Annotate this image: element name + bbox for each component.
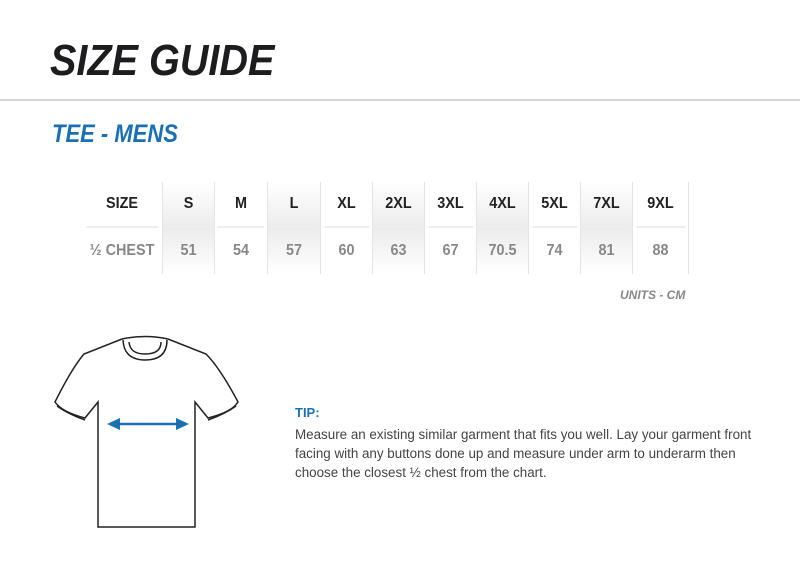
size-column-5xl (528, 182, 580, 274)
size-label: 2XL (376, 182, 422, 228)
chest-value: 70.5 (488, 242, 517, 259)
page-title: SIZE GUIDE (50, 36, 275, 85)
size-label: 4XL (480, 182, 526, 228)
size-column-2xl (372, 182, 424, 274)
row-header-size: SIZE (86, 182, 158, 228)
size-label: 3XL (428, 182, 474, 228)
chest-value: 54 (232, 242, 250, 259)
size-label: S (166, 182, 212, 228)
size-label: 7XL (584, 182, 630, 228)
size-label: L (271, 182, 318, 228)
size-column-9xl (632, 182, 688, 274)
size-column-xl (320, 182, 372, 274)
size-column-4xl (476, 182, 528, 274)
size-column-l (267, 182, 320, 274)
units-label: UNITS - CM (620, 288, 686, 302)
tshirt-diagram (40, 320, 260, 540)
size-label: 9XL (636, 182, 686, 228)
row-header-column (82, 182, 162, 274)
chest-value: 57 (285, 242, 303, 259)
chest-value: 67 (442, 242, 459, 259)
chest-value: 88 (652, 242, 669, 259)
tip-text: Measure an existing similar garment that fits you well. Lay your garment front facing with any buttons done up and measure under arm to underarm then choose the closest ½ chest from the chart. (295, 427, 752, 480)
size-column-m (214, 182, 267, 274)
chest-value: 81 (598, 242, 615, 259)
table-end-border (688, 182, 689, 274)
size-column-7xl (580, 182, 632, 274)
size-label: 5XL (532, 182, 578, 228)
size-column-3xl (424, 182, 476, 274)
product-title: TEE - MENS (52, 120, 178, 148)
size-label: M (218, 182, 265, 228)
size-table (82, 182, 689, 274)
size-column-s (162, 182, 214, 274)
divider (0, 99, 800, 101)
chest-value: 60 (338, 242, 355, 259)
chest-value: 63 (390, 242, 407, 259)
chest-value: 51 (180, 242, 197, 259)
tip-label: TIP: (295, 405, 320, 420)
size-label: XL (324, 182, 370, 228)
row-header-chest: ½ CHEST (89, 242, 155, 259)
chest-value: 74 (546, 242, 563, 259)
